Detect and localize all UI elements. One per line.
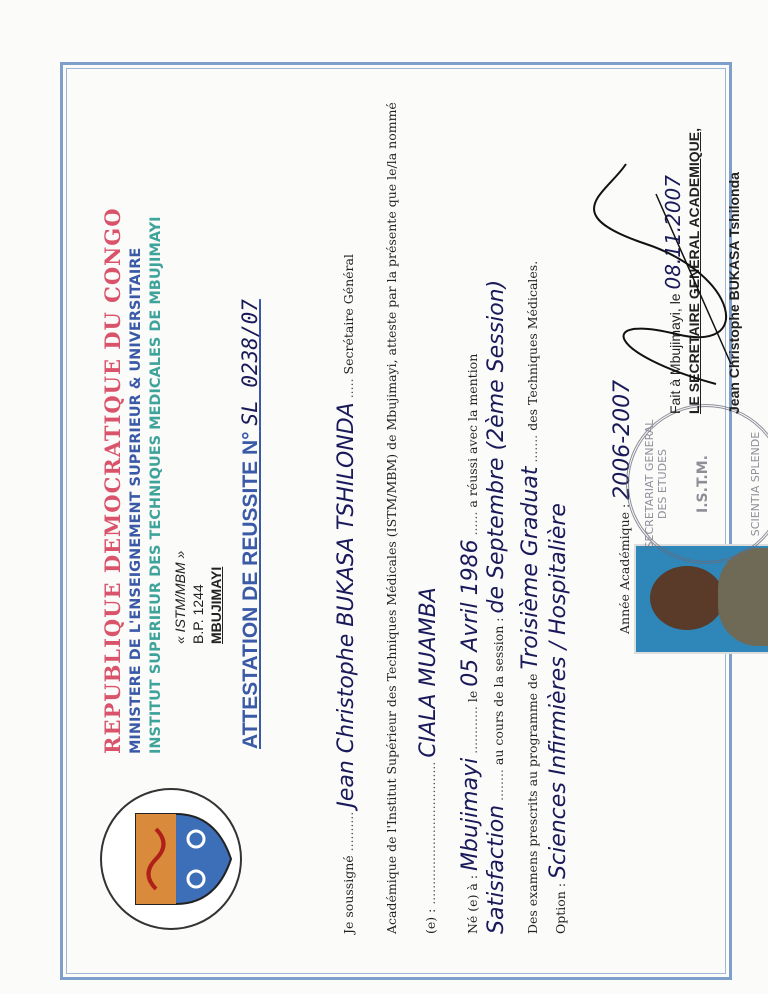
secretary-name: Jean Christophe BUKASA Tshilonda: [726, 172, 742, 414]
fait-a-label: Fait à Mbujimayi, le: [667, 293, 683, 414]
programme-handwritten: Troisième Graduat: [518, 466, 543, 670]
mention-handwritten: Satisfaction: [484, 804, 509, 934]
session-handwritten: de Septembre (2ème Session): [484, 279, 509, 614]
mention-line: Satisfaction ........ au cours de la session : de Septembre (2ème Session): [484, 279, 509, 934]
postal-box: B.P. 1244: [190, 584, 206, 644]
le-la-label: (e) :: [423, 908, 438, 934]
institute-line: Académique de l'Institut Supérieur des Techniques Médicales (ISTM/MBM) de Mbujimayi, atteste par la présente que le/la nommé: [384, 102, 399, 934]
certificate-number: SL 0238/07: [238, 299, 262, 426]
birth-place-handwritten: Mbujimayi: [458, 757, 483, 871]
signer-line: Je soussigné .......... Jean Christophe BUKASA TSHILONDA ..... Secrétaire Général: [334, 254, 359, 934]
stamp-center-text: I.S.T.M.: [695, 455, 711, 513]
academic-year-handwritten: 2006-2007: [610, 379, 635, 500]
birth-date-handwritten: 05 Avril 1986: [458, 539, 483, 687]
attestation-document: [66, 68, 762, 974]
techniques-label: des Techniques Médicales.: [525, 260, 540, 431]
session-label: au cours de la session :: [491, 617, 506, 766]
examens-label: Des examens prescrits au programme de: [525, 673, 540, 934]
city-name: MBUJIMAYI: [208, 566, 224, 644]
programme-line: Des examens prescrits au programme de Troisième Graduat ....... des Techniques Médicales.: [518, 260, 543, 934]
student-name-handwritten: CIALA MUAMBA: [416, 587, 441, 758]
republic-heading: REPUBLIQUE DEMOCRATIQUE DU CONGO: [100, 207, 125, 754]
ministry-heading: MINISTERE DE L'ENSEIGNEMENT SUPERIEUR & UNIVERSITAIRE: [128, 247, 144, 754]
ne-a-label: Né (e) à :: [465, 874, 480, 934]
option-label: Option :: [553, 882, 568, 934]
je-soussigne-label: Je soussigné: [341, 855, 356, 934]
institute-logo: [96, 784, 246, 934]
stamp-motto-text: SCIENTIA SPLENDE: [749, 431, 762, 537]
academic-year-label: Année Académique :: [617, 503, 632, 634]
secretary-title: LE SECRETAIRE GENERAL ACADEMIQUE,: [686, 128, 702, 414]
official-round-stamp: [626, 404, 768, 564]
student-line: (e) : .................................... CIALA MUAMBA: [416, 587, 441, 934]
handwritten-signature: [586, 154, 746, 394]
signer-name-handwritten: Jean Christophe BUKASA TSHILONDA: [334, 402, 359, 808]
signature-date-handwritten: 08.11.2007: [661, 175, 685, 290]
option-line: [546, 503, 571, 934]
option-handwritten: Sciences Infirmières / Hospitalière: [546, 503, 571, 879]
title-label: ATTESTATION DE REUSSITE N°: [239, 431, 262, 749]
signer-role: Secrétaire Général: [341, 254, 356, 375]
le-label: le: [465, 690, 480, 703]
birth-line: Né (e) à : Mbujimayi ............ le 05 Avril 1986 ...... a réussi avec la mention: [458, 353, 483, 934]
institute-heading: INSTITUT SUPERIEUR DES TECHNIQUES MEDICALES DE MBUJIMAYI: [148, 216, 164, 754]
institute-acronym: « ISTM/MBM »: [172, 550, 188, 644]
document-title: [238, 299, 263, 749]
stamp-ring-text: SECRETARIAT GENERAL DES ETUDES: [643, 419, 669, 549]
reussi-label: a réussi avec la mention: [465, 353, 480, 508]
